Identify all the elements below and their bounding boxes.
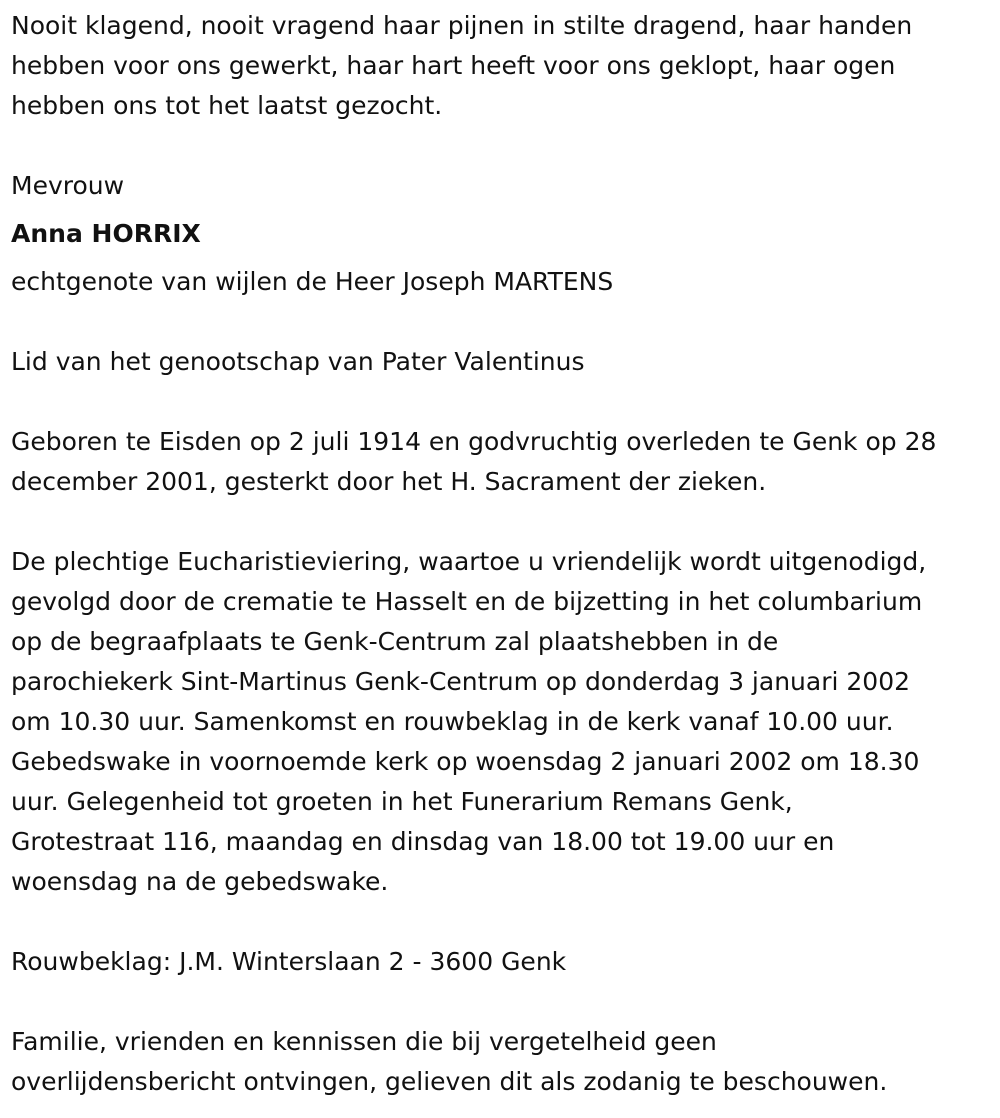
ceremony-line: De plechtige Eucharistieviering, waartoe u vriendelijk wordt uitgenodigd,	[11, 547, 927, 576]
condolence-paragraph	[11, 942, 989, 982]
salutation: Mevrouw	[11, 171, 125, 200]
ceremony-line: woensdag na de gebedswake.	[11, 867, 389, 896]
ceremony-line: om 10.30 uur. Samenkomst en rouwbeklag in de kerk vanaf 10.00 uur.	[11, 707, 894, 736]
birth-death-line: Geboren te Eisden op 2 juli 1914 en godvruchtig overleden te Genk op 28	[11, 427, 937, 456]
spouse-line: echtgenote van wijlen de Heer Joseph MARTENS	[11, 267, 614, 296]
obituary-notice	[11, 6, 989, 1102]
membership-paragraph	[11, 342, 989, 382]
condolence-address: Rouwbeklag: J.M. Winterslaan 2 - 3600 Genk	[11, 947, 567, 976]
ceremony-line: Gebedswake in voornoemde kerk op woensdag 2 januari 2002 om 18.30	[11, 747, 920, 776]
ceremony-line: uur. Gelegenheid tot groeten in het Funerarium Remans Genk,	[11, 787, 793, 816]
poem-line: hebben ons tot het laatst gezocht.	[11, 91, 443, 120]
poem-line: hebben voor ons gewerkt, haar hart heeft voor ons geklopt, haar ogen	[11, 51, 896, 80]
ceremony-line: gevolgd door de crematie te Hasselt en de bijzetting in het columbarium	[11, 587, 923, 616]
membership-line: Lid van het genootschap van Pater Valentinus	[11, 347, 585, 376]
closing-line: overlijdensbericht ontvingen, gelieven dit als zodanig te beschouwen.	[11, 1067, 888, 1096]
ceremony-paragraph	[11, 542, 989, 902]
birth-death-paragraph	[11, 422, 989, 502]
closing-paragraph	[11, 1022, 989, 1102]
deceased-name: Anna HORRIX	[11, 219, 201, 248]
ceremony-line: parochiekerk Sint-Martinus Genk-Centrum op donderdag 3 januari 2002	[11, 667, 910, 696]
birth-death-line: december 2001, gesterkt door het H. Sacrament der zieken.	[11, 467, 767, 496]
closing-line: Familie, vrienden en kennissen die bij vergetelheid geen	[11, 1027, 717, 1056]
ceremony-line: op de begraafplaats te Genk-Centrum zal plaatshebben in de	[11, 627, 779, 656]
poem-line: Nooit klagend, nooit vragend haar pijnen in stilte dragend, haar handen	[11, 11, 913, 40]
ceremony-line: Grotestraat 116, maandag en dinsdag van 18.00 tot 19.00 uur en	[11, 827, 835, 856]
deceased-section	[11, 166, 989, 302]
poem-paragraph	[11, 6, 989, 126]
